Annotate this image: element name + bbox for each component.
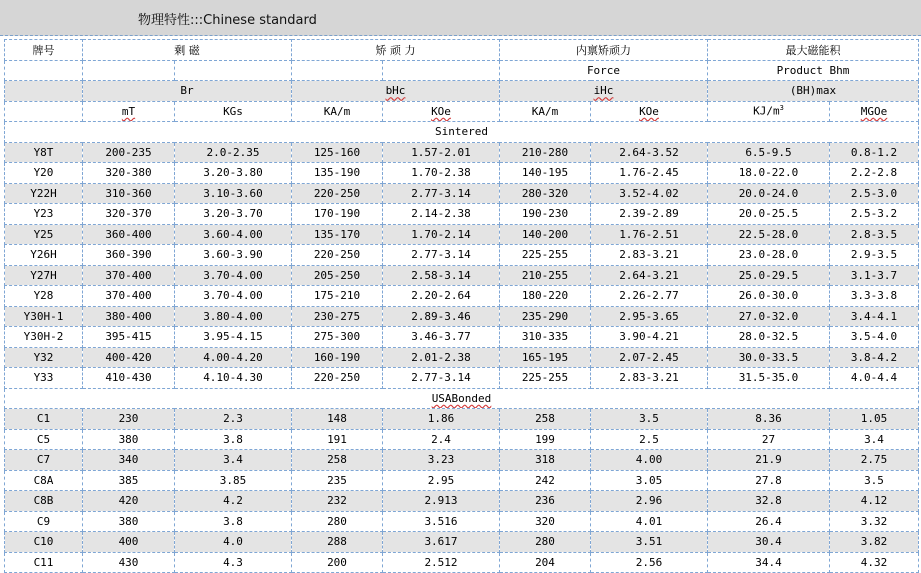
cell-bhc-kam: 232 xyxy=(292,491,383,512)
cell-bhmax-kjm3: 27.0-32.0 xyxy=(708,306,830,327)
cell-ihc-koe: 3.51 xyxy=(591,532,708,553)
cell-bhc-koe: 1.70-2.14 xyxy=(383,224,500,245)
cell-bhc-kam: 148 xyxy=(292,409,383,430)
cell-ihc-kam: 258 xyxy=(500,409,591,430)
cell-grade: Y33 xyxy=(5,368,83,389)
cell-br-mt: 380 xyxy=(83,429,175,450)
cell-bhc-koe: 2.77-3.14 xyxy=(383,183,500,204)
table-row xyxy=(5,204,919,225)
cell-br-mt: 320-380 xyxy=(83,163,175,184)
cell-br-mt: 370-400 xyxy=(83,265,175,286)
cell-br-mt: 310-360 xyxy=(83,183,175,204)
cell-bhc-kam: 170-190 xyxy=(292,204,383,225)
cell-ihc-kam: 225-255 xyxy=(500,368,591,389)
cell-ihc-koe: 1.76-2.51 xyxy=(591,224,708,245)
header-empty-cell xyxy=(383,60,500,81)
table-row xyxy=(5,450,919,471)
cell-br-kgs: 3.60-3.90 xyxy=(175,245,292,266)
cell-grade: C11 xyxy=(5,552,83,573)
cell-br-mt: 200-235 xyxy=(83,142,175,163)
cell-br-mt: 410-430 xyxy=(83,368,175,389)
unit-kjm-text: KJ/m xyxy=(753,105,780,119)
cell-bhmax-mgoe: 3.4 xyxy=(830,429,919,450)
cell-bhc-koe: 2.77-3.14 xyxy=(383,245,500,266)
cell-bhc-koe: 2.77-3.14 xyxy=(383,368,500,389)
cell-grade: Y26H xyxy=(5,245,83,266)
cell-br-mt: 400-420 xyxy=(83,347,175,368)
cell-bhc-koe: 3.617 xyxy=(383,532,500,553)
cell-bhmax-mgoe: 3.32 xyxy=(830,511,919,532)
cell-ihc-kam: 210-280 xyxy=(500,142,591,163)
cell-bhmax-kjm3: 32.8 xyxy=(708,491,830,512)
cell-br-kgs: 4.2 xyxy=(175,491,292,512)
unit-mgoe-text: MGOe xyxy=(860,104,888,118)
cell-ihc-koe: 3.05 xyxy=(591,470,708,491)
cell-br-mt: 400 xyxy=(83,532,175,553)
cell-br-kgs: 4.3 xyxy=(175,552,292,573)
cell-bhmax-mgoe: 1.05 xyxy=(830,409,919,430)
section-row-bonded xyxy=(5,388,919,409)
table-row xyxy=(5,183,919,204)
cell-ihc-koe: 3.52-4.02 xyxy=(591,183,708,204)
cell-br-mt: 385 xyxy=(83,470,175,491)
cell-br-mt: 340 xyxy=(83,450,175,471)
cell-bhc-kam: 160-190 xyxy=(292,347,383,368)
cell-bhmax-kjm3: 30.0-33.5 xyxy=(708,347,830,368)
header-grade: 牌号 xyxy=(5,40,83,61)
cell-ihc-koe: 2.83-3.21 xyxy=(591,245,708,266)
cell-ihc-kam: 236 xyxy=(500,491,591,512)
cell-ihc-kam: 140-200 xyxy=(500,224,591,245)
cell-ihc-koe: 2.26-2.77 xyxy=(591,286,708,307)
cell-ihc-kam: 235-290 xyxy=(500,306,591,327)
cell-grade: C8A xyxy=(5,470,83,491)
header-intrinsic-coercivity: 内禀矫顽力 xyxy=(500,40,708,61)
cell-bhc-kam: 288 xyxy=(292,532,383,553)
cell-bhmax-kjm3: 20.0-25.5 xyxy=(708,204,830,225)
table-row xyxy=(5,265,919,286)
header-row-english xyxy=(5,60,919,81)
cell-bhmax-mgoe: 3.4-4.1 xyxy=(830,306,919,327)
table-row xyxy=(5,245,919,266)
table-row xyxy=(5,429,919,450)
cell-ihc-koe: 2.5 xyxy=(591,429,708,450)
section-label-bonded xyxy=(5,388,919,409)
cell-grade: Y25 xyxy=(5,224,83,245)
cell-grade: Y30H-1 xyxy=(5,306,83,327)
cell-ihc-kam: 180-220 xyxy=(500,286,591,307)
cell-bhmax-kjm3: 20.0-24.0 xyxy=(708,183,830,204)
cell-grade: Y22H xyxy=(5,183,83,204)
table-row xyxy=(5,142,919,163)
cell-bhc-kam: 220-250 xyxy=(292,368,383,389)
cell-grade: C10 xyxy=(5,532,83,553)
cell-bhc-kam: 200 xyxy=(292,552,383,573)
unit-koe-ihc-text: KOe xyxy=(639,104,659,118)
cell-br-mt: 395-415 xyxy=(83,327,175,348)
header-unit-kgs: KGs xyxy=(175,101,292,122)
header-product-bhm-text: Product Bhm xyxy=(776,63,850,77)
cell-bhmax-mgoe: 4.32 xyxy=(830,552,919,573)
cell-ihc-kam: 280 xyxy=(500,532,591,553)
table-row xyxy=(5,306,919,327)
header-product-bhm xyxy=(708,60,919,81)
cell-ihc-koe: 2.95-3.65 xyxy=(591,306,708,327)
header-unit-koe-bhc xyxy=(383,101,500,122)
cell-ihc-kam: 140-195 xyxy=(500,163,591,184)
table-row xyxy=(5,286,919,307)
cell-grade: Y30H-2 xyxy=(5,327,83,348)
page-title: 物理特性:::Chinese standard xyxy=(138,13,317,28)
table-row xyxy=(5,552,919,573)
cell-bhc-koe: 2.512 xyxy=(383,552,500,573)
cell-bhmax-kjm3: 30.4 xyxy=(708,532,830,553)
cell-bhc-kam: 275-300 xyxy=(292,327,383,348)
header-row-symbols xyxy=(5,81,919,102)
cell-br-mt: 360-390 xyxy=(83,245,175,266)
cell-grade: Y20 xyxy=(5,163,83,184)
cell-bhc-kam: 220-250 xyxy=(292,183,383,204)
cell-bhc-kam: 135-190 xyxy=(292,163,383,184)
cell-bhmax-kjm3: 27.8 xyxy=(708,470,830,491)
cell-bhc-koe: 3.46-3.77 xyxy=(383,327,500,348)
cell-bhmax-kjm3: 21.9 xyxy=(708,450,830,471)
cell-br-kgs: 3.8 xyxy=(175,511,292,532)
header-unit-mt xyxy=(83,101,175,122)
cell-grade: Y23 xyxy=(5,204,83,225)
table-row xyxy=(5,368,919,389)
header-bhc-text: bHc xyxy=(385,84,406,98)
header-ihc-text: iHc xyxy=(593,84,614,98)
cell-ihc-kam: 225-255 xyxy=(500,245,591,266)
cell-bhmax-kjm3: 25.0-29.5 xyxy=(708,265,830,286)
cell-bhmax-mgoe: 0.8-1.2 xyxy=(830,142,919,163)
cell-br-kgs: 3.4 xyxy=(175,450,292,471)
cell-bhc-koe: 1.70-2.38 xyxy=(383,163,500,184)
cell-bhc-kam: 175-210 xyxy=(292,286,383,307)
cell-bhmax-kjm3: 31.5-35.0 xyxy=(708,368,830,389)
cell-br-kgs: 3.70-4.00 xyxy=(175,265,292,286)
cell-br-kgs: 3.20-3.80 xyxy=(175,163,292,184)
cell-ihc-koe: 2.39-2.89 xyxy=(591,204,708,225)
cell-ihc-kam: 210-255 xyxy=(500,265,591,286)
cell-bhmax-kjm3: 27 xyxy=(708,429,830,450)
cell-br-mt: 360-400 xyxy=(83,224,175,245)
cell-ihc-kam: 204 xyxy=(500,552,591,573)
cell-ihc-koe: 2.64-3.21 xyxy=(591,265,708,286)
header-unit-mgoe xyxy=(830,101,919,122)
header-unit-kam-bhc: KA/m xyxy=(292,101,383,122)
cell-br-kgs: 3.95-4.15 xyxy=(175,327,292,348)
cell-br-mt: 380 xyxy=(83,511,175,532)
cell-bhmax-mgoe: 3.82 xyxy=(830,532,919,553)
cell-br-kgs: 3.20-3.70 xyxy=(175,204,292,225)
cell-ihc-koe: 2.64-3.52 xyxy=(591,142,708,163)
cell-bhc-koe: 1.57-2.01 xyxy=(383,142,500,163)
cell-br-kgs: 3.8 xyxy=(175,429,292,450)
cell-bhc-koe: 2.58-3.14 xyxy=(383,265,500,286)
cell-bhc-koe: 2.913 xyxy=(383,491,500,512)
cell-bhmax-mgoe: 2.9-3.5 xyxy=(830,245,919,266)
table-row xyxy=(5,163,919,184)
unit-koe-bhc-text: KOe xyxy=(431,104,451,118)
cell-bhmax-mgoe: 3.8-4.2 xyxy=(830,347,919,368)
header-force: Force xyxy=(500,60,708,81)
cell-ihc-koe: 2.56 xyxy=(591,552,708,573)
cell-ihc-kam: 320 xyxy=(500,511,591,532)
cell-ihc-koe: 3.5 xyxy=(591,409,708,430)
cell-br-kgs: 2.0-2.35 xyxy=(175,142,292,163)
cell-br-mt: 380-400 xyxy=(83,306,175,327)
cell-bhc-koe: 2.01-2.38 xyxy=(383,347,500,368)
cell-bhc-kam: 191 xyxy=(292,429,383,450)
cell-bhmax-mgoe: 3.5-4.0 xyxy=(830,327,919,348)
cell-bhmax-mgoe: 3.1-3.7 xyxy=(830,265,919,286)
cell-br-mt: 230 xyxy=(83,409,175,430)
cell-br-mt: 370-400 xyxy=(83,286,175,307)
cell-bhmax-kjm3: 22.5-28.0 xyxy=(708,224,830,245)
cell-bhmax-kjm3: 34.4 xyxy=(708,552,830,573)
cell-bhc-kam: 230-275 xyxy=(292,306,383,327)
cell-ihc-koe: 3.90-4.21 xyxy=(591,327,708,348)
cell-bhmax-kjm3: 6.5-9.5 xyxy=(708,142,830,163)
header-row-units xyxy=(5,101,919,122)
magnet-properties-table xyxy=(4,39,919,573)
header-unit-koe-ihc xyxy=(591,101,708,122)
cell-br-kgs: 3.60-4.00 xyxy=(175,224,292,245)
table-row xyxy=(5,347,919,368)
header-unit-kjm3 xyxy=(708,101,830,122)
header-ihc xyxy=(500,81,708,102)
cell-ihc-koe: 4.01 xyxy=(591,511,708,532)
cell-bhmax-mgoe: 2.5-3.0 xyxy=(830,183,919,204)
table-row xyxy=(5,327,919,348)
cell-grade: C8B xyxy=(5,491,83,512)
cell-br-kgs: 3.10-3.60 xyxy=(175,183,292,204)
header-empty-cell xyxy=(5,101,83,122)
table-row xyxy=(5,532,919,553)
header-bhc xyxy=(292,81,500,102)
cell-br-kgs: 2.3 xyxy=(175,409,292,430)
cell-bhmax-mgoe: 2.8-3.5 xyxy=(830,224,919,245)
cell-bhc-kam: 125-160 xyxy=(292,142,383,163)
cell-bhc-koe: 2.4 xyxy=(383,429,500,450)
table-row xyxy=(5,491,919,512)
cell-bhmax-kjm3: 23.0-28.0 xyxy=(708,245,830,266)
cell-ihc-kam: 190-230 xyxy=(500,204,591,225)
cell-ihc-koe: 4.00 xyxy=(591,450,708,471)
cell-ihc-koe: 2.96 xyxy=(591,491,708,512)
cell-bhc-kam: 220-250 xyxy=(292,245,383,266)
section-row-sintered xyxy=(5,122,919,143)
unit-mt-text: mT xyxy=(121,104,136,118)
header-bhmax: (BH)max xyxy=(708,81,919,102)
cell-ihc-koe: 1.76-2.45 xyxy=(591,163,708,184)
cell-ihc-koe: 2.07-2.45 xyxy=(591,347,708,368)
cell-bhc-kam: 280 xyxy=(292,511,383,532)
cell-ihc-kam: 280-320 xyxy=(500,183,591,204)
cell-grade: C7 xyxy=(5,450,83,471)
table-row xyxy=(5,224,919,245)
cell-bhc-koe: 2.89-3.46 xyxy=(383,306,500,327)
cell-grade: Y8T xyxy=(5,142,83,163)
cell-grade: Y27H xyxy=(5,265,83,286)
cell-bhc-kam: 235 xyxy=(292,470,383,491)
header-empty-cell xyxy=(292,60,383,81)
cell-ihc-kam: 165-195 xyxy=(500,347,591,368)
cell-bhmax-kjm3: 26.4 xyxy=(708,511,830,532)
cell-bhmax-kjm3: 18.0-22.0 xyxy=(708,163,830,184)
cell-bhc-koe: 2.20-2.64 xyxy=(383,286,500,307)
title-bar xyxy=(0,0,921,36)
cell-grade: C1 xyxy=(5,409,83,430)
cell-bhc-koe: 1.86 xyxy=(383,409,500,430)
cell-grade: Y32 xyxy=(5,347,83,368)
cell-br-kgs: 3.80-4.00 xyxy=(175,306,292,327)
header-br: Br xyxy=(83,81,292,102)
cell-ihc-koe: 2.83-3.21 xyxy=(591,368,708,389)
cell-grade: C9 xyxy=(5,511,83,532)
cell-bhc-kam: 258 xyxy=(292,450,383,471)
section-label-bonded-text: USABonded xyxy=(431,391,492,405)
header-remanence: 剩 磁 xyxy=(83,40,292,61)
cell-bhmax-mgoe: 2.5-3.2 xyxy=(830,204,919,225)
section-label-sintered: Sintered xyxy=(5,122,919,143)
cell-bhmax-kjm3: 8.36 xyxy=(708,409,830,430)
cell-bhmax-mgoe: 4.12 xyxy=(830,491,919,512)
cell-grade: C5 xyxy=(5,429,83,450)
cell-bhmax-mgoe: 2.75 xyxy=(830,450,919,471)
cell-grade: Y28 xyxy=(5,286,83,307)
cell-br-mt: 420 xyxy=(83,491,175,512)
header-empty-cell xyxy=(5,81,83,102)
cell-bhc-kam: 135-170 xyxy=(292,224,383,245)
cell-bhmax-mgoe: 3.5 xyxy=(830,470,919,491)
cell-bhc-koe: 2.14-2.38 xyxy=(383,204,500,225)
header-max-energy-product: 最大磁能积 xyxy=(708,40,919,61)
cell-bhmax-mgoe: 4.0-4.4 xyxy=(830,368,919,389)
table-row xyxy=(5,409,919,430)
cell-br-kgs: 4.10-4.30 xyxy=(175,368,292,389)
cell-ihc-kam: 318 xyxy=(500,450,591,471)
cell-bhmax-kjm3: 26.0-30.0 xyxy=(708,286,830,307)
cell-bhc-koe: 3.23 xyxy=(383,450,500,471)
header-empty-cell xyxy=(175,60,292,81)
cell-bhc-koe: 2.95 xyxy=(383,470,500,491)
cell-ihc-kam: 199 xyxy=(500,429,591,450)
cell-br-kgs: 4.00-4.20 xyxy=(175,347,292,368)
cell-bhmax-mgoe: 3.3-3.8 xyxy=(830,286,919,307)
header-empty-cell xyxy=(5,60,83,81)
cell-br-kgs: 4.0 xyxy=(175,532,292,553)
cell-bhc-kam: 205-250 xyxy=(292,265,383,286)
cell-bhmax-mgoe: 2.2-2.8 xyxy=(830,163,919,184)
unit-kjm-exponent: 3 xyxy=(779,104,784,113)
cell-ihc-kam: 242 xyxy=(500,470,591,491)
cell-br-kgs: 3.70-4.00 xyxy=(175,286,292,307)
header-empty-cell xyxy=(83,60,175,81)
cell-ihc-kam: 310-335 xyxy=(500,327,591,348)
table-row xyxy=(5,470,919,491)
cell-bhc-koe: 3.516 xyxy=(383,511,500,532)
header-unit-kam-ihc: KA/m xyxy=(500,101,591,122)
header-row-names xyxy=(5,40,919,61)
table-row xyxy=(5,511,919,532)
cell-br-mt: 320-370 xyxy=(83,204,175,225)
cell-br-kgs: 3.85 xyxy=(175,470,292,491)
cell-br-mt: 430 xyxy=(83,552,175,573)
cell-bhmax-kjm3: 28.0-32.5 xyxy=(708,327,830,348)
header-coercivity: 矫 顽 力 xyxy=(292,40,500,61)
